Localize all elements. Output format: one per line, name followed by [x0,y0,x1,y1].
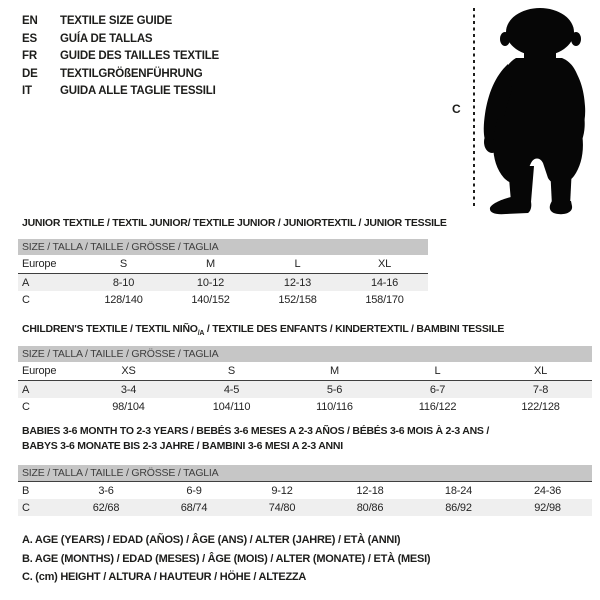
row-label: Europe [18,255,80,274]
language-header [22,13,219,101]
column-header-cell: S [180,362,283,381]
children-size-table [18,346,592,415]
children-title-pre: CHILDREN'S TEXTILE / TEXTIL NIÑO [22,323,198,335]
value-cell: 110/116 [316,400,353,413]
value-cell: 116/122 [418,400,457,413]
lang-row-fr [22,48,219,66]
babies-section-title [22,424,489,454]
children-title-post: / TEXTILE DES ENFANTS / KINDERTEXTIL / BAMBINI TESSILE [204,323,505,335]
babies-size-table [18,465,592,516]
babies-title-line1: BABIES 3-6 MONTH TO 2-3 YEARS / BEBÉS 3-6 MESES A 2-3 AÑOS / BÉBÉS 3-6 MOIS À 2-3 ANS / [22,425,490,437]
value-cell: 122/128 [521,400,560,413]
children-section-title [22,323,504,337]
value-cell: 68/74 [150,499,238,516]
value-cell: 10-12 [167,274,254,292]
row-label: C [22,400,30,413]
value-cell: 3-6 [98,484,114,497]
value-cell: 86/92 [414,499,503,516]
column-header-cell: XL [489,362,592,381]
size-header: SIZE / TALLA / TAILLE / GRÖSSE / TAGLIA [18,239,428,255]
value-cell: 14-16 [341,274,428,292]
lang-label: GUIDE DES TAILLES TEXTILE [60,50,219,63]
column-header-cell: M [167,255,254,274]
column-header-cell: M [283,362,386,381]
column-header-row [18,255,428,274]
lang-code: IT [22,85,32,98]
value-cell: 6-7 [386,381,489,399]
table-row-b [18,482,592,500]
value-cell: 9-12 [271,484,293,497]
value-cell: 104/110 [212,400,251,413]
value-cell: 7-8 [489,381,592,399]
size-header-row [18,346,592,362]
value-cell: 6-9 [186,484,202,497]
lang-row-de [22,66,219,84]
lang-row-it [22,83,219,101]
value-cell: 98/104 [112,400,145,413]
lang-label: GUÍA DE TALLAS [60,32,153,45]
note-a: A. AGE (YEARS) / EDAD (AÑOS) / ÂGE (ANS) / ALTER (JAHRE) / ETÀ (ANNI) [22,534,401,546]
row-label: Europe [18,362,77,381]
height-dashed-line [473,8,475,206]
row-label: B [22,484,30,497]
row-label: A [18,381,77,399]
value-cell: 128/140 [104,293,143,306]
column-header-cell: XS [77,362,180,381]
value-cell: 5-6 [283,381,386,399]
lang-code: ES [22,32,37,45]
table-row-a [18,274,428,292]
height-measure-label: C [452,102,461,116]
table-row-c [18,291,428,308]
legend-notes [22,531,430,587]
babies-title-line2: BABYS 3-6 MONATE BIS 2-3 JAHRE / BAMBINI 3-6 MESI A 2-3 ANNI [22,440,343,452]
column-header-cell: L [254,255,341,274]
lang-code: FR [22,50,37,63]
column-header-cell: XL [341,255,428,274]
value-cell: 3-4 [77,381,180,399]
note-b: B. AGE (MONTHS) / EDAD (MESES) / ÂGE (MOIS) / ALTER (MONATE) / ETÀ (MESI) [22,552,431,565]
junior-section-title: JUNIOR TEXTILE / TEXTIL JUNIOR/ TEXTILE JUNIOR / JUNIORTEXTIL / JUNIOR TESSILE [22,217,447,229]
children-title-sub: /A [197,330,205,338]
note-c: C. (cm) HEIGHT / ALTURA / HAUTEUR / HÖHE / ALTEZZA [22,571,307,583]
junior-size-table [18,239,428,308]
column-header-cell: S [80,255,167,274]
lang-code: DE [22,67,38,80]
row-label: C [18,499,62,516]
value-cell: 74/80 [238,499,326,516]
value-cell: 4-5 [180,381,283,399]
baby-silhouette-icon [478,6,593,218]
size-header: SIZE / TALLA / TAILLE / GRÖSSE / TAGLIA [18,346,592,362]
value-cell: 80/86 [326,499,414,516]
lang-code: EN [22,15,38,27]
value-cell: 12-18 [356,484,384,497]
value-cell: 12-13 [254,274,341,292]
value-cell: 18-24 [444,484,473,497]
table-row-a [18,381,592,399]
column-header-cell: L [386,362,489,381]
value-cell: 92/98 [503,499,592,516]
column-header-row [18,362,592,381]
size-header-row [18,465,592,482]
lang-row-en [22,13,219,31]
value-cell: 158/170 [365,293,404,306]
size-header-row [18,239,428,255]
size-header: SIZE / TALLA / TAILLE / GRÖSSE / TAGLIA [18,465,592,482]
lang-label: GUIDA ALLE TAGLIE TESSILI [60,85,216,98]
row-label: A [18,274,80,292]
table-row-c [18,398,592,415]
value-cell: 62/68 [62,499,150,516]
lang-label: TEXTILE SIZE GUIDE [60,15,173,27]
table-row-c [18,499,592,516]
lang-row-es [22,31,219,49]
value-cell: 152/158 [278,293,317,306]
value-cell: 140/152 [191,293,230,306]
value-cell: 24-36 [533,484,562,497]
lang-label: TEXTILGRÖßENFÜHRUNG [60,67,203,80]
value-cell: 8-10 [80,274,167,292]
row-label: C [22,293,30,306]
